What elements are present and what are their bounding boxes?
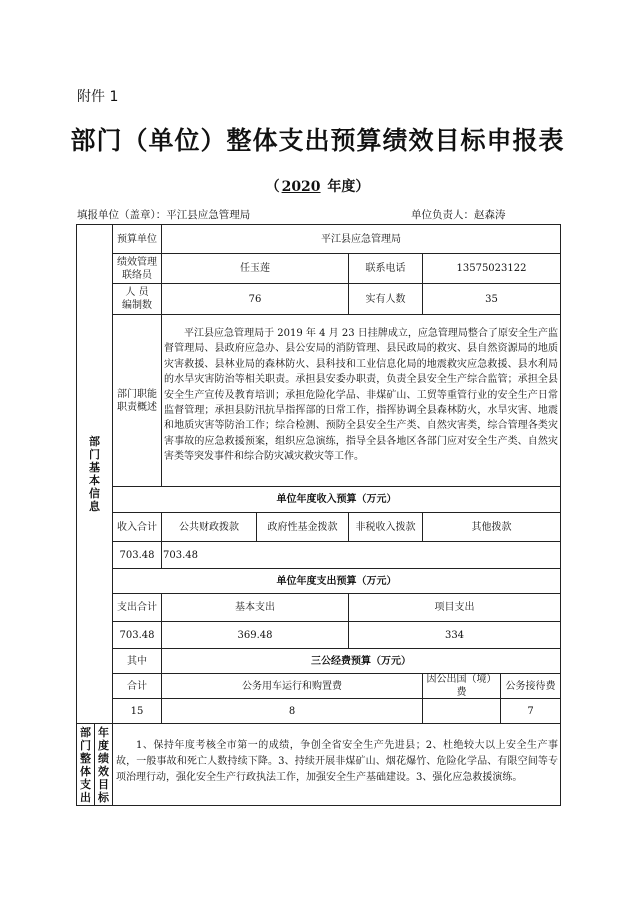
staff-label [113,284,161,314]
year-suffix: 年度） [322,179,370,195]
section-char: 息 [89,500,100,513]
section-char: 出 [80,790,91,804]
duty-label [113,315,161,486]
table-line [112,723,113,805]
reception-label: 公务接待费 [505,680,556,692]
abroad-label: 因公出国（境）费 [426,674,497,698]
income-header: 单位年度收入预算（万元） [276,494,397,505]
year-value: 2020 [281,179,321,195]
section-goal-right [95,724,112,805]
sangong-total-label: 合计 [127,680,147,692]
abroad-value [423,699,500,723]
contact-label-line: 联络员 [122,269,152,281]
car-value: 8 [288,705,296,717]
unit-head: 单位负责人：赵森涛 [411,209,506,221]
annual-goal-text: 1、保持年度考核全市第一的成绩，争创全省安全生产先进县；2、杜绝较大以上安全生产事故，一般事故和死亡人数持续下降。3、持续开展非煤矿山、烟花爆竹、危险化学品、有限空间等专项治理行动，强化安全生产行政执法工作，加强安全生产基础建设。3、强化应急救援演练。 [116,740,558,783]
page-title: 部门（单位）整体支出预算绩效目标申报表 [70,126,565,155]
section-goal-left [77,724,94,805]
staff-value: 76 [248,293,262,305]
nontax-label: 非税收入拨款 [355,521,416,533]
phone-value: 13575023122 [456,263,527,274]
gov-fund-label: 政府性基金拨款 [267,521,338,533]
duty-description: 平江县应急管理局于 2019 年 4 月 23 日挂牌成立，应急管理局整合了原安全生产监督管理局、县政府应急办、县公安局的消防管理、县民政局的救灾、县自然资源局的地质灾害救援、县林业局的森林防火、县科技和工业信息化局的地震救灾应急救援、县水利局的水旱灾害防治等相关职责。承担县安委办职责，负责全县安全生产综合监管；承担全县安全生产宣传及教育培训；承担危险化学品、非煤矿山、工贸等重管行业的安全生产日常监督管理；承担县防汛抗旱指挥部的日常工作，指挥协调全县森林防火，水旱灾害、地震和地质灾害等防治工作；综合检测、预防全县安全生产类、自然灾害类，综合管理各类灾害事故的应急救援预案，组织应急演练，指导全县各地区各部门应对安全生产类、自然灾害类等突发事件和综合防灾减灾救灾等工作。 [164,328,558,463]
contact-label [113,254,161,283]
duty-label-line: 部门职能 [117,388,157,400]
section-char: 整 [80,751,91,765]
section-char: 目 [98,777,109,791]
sangong-total-value: 15 [130,705,144,717]
section-char: 年 [98,725,109,739]
year-line [0,176,635,196]
section-char: 度 [98,738,109,752]
section-basic-info [77,225,112,723]
car-label: 公务用车运行和购置费 [242,680,342,692]
section-char: 本 [89,474,100,487]
section-char: 支 [80,777,91,791]
section-char: 门 [89,448,100,461]
section-char: 信 [89,487,100,500]
budget-table [76,224,561,806]
reception-value: 7 [527,705,534,717]
table-line [76,805,561,806]
duty-label-line: 职责概述 [117,401,157,413]
section-char: 效 [98,764,109,778]
phone-label: 联系电话 [365,263,406,274]
section-char: 标 [98,790,109,804]
actual-staff-label: 实有人数 [365,293,406,305]
filling-unit: 填报单位（盖章）：平江县应急管理局 [77,209,251,221]
section-char: 体 [80,764,91,778]
budget-unit-value: 平江县应急管理局 [321,233,401,245]
section-char: 绩 [98,751,109,765]
other-income-label: 其他拨款 [471,521,512,533]
staff-label-line: 编制数 [122,300,152,311]
section-char: 门 [80,738,91,752]
expense-total-label: 支出合计 [117,602,157,613]
basic-expense-label: 基本支出 [235,602,275,613]
expense-total-value: 703.48 [119,629,155,641]
basic-expense-value: 369.48 [237,629,273,641]
expense-header: 单位年度支出预算（万元） [276,575,397,587]
fiscal-value: 703.48 [163,549,198,561]
year-prefix: （ [265,179,280,195]
staff-label-line: 人 员 [125,287,149,298]
contact-value: 任玉莲 [240,263,270,274]
table-line [112,314,561,315]
section-char: 基 [89,461,100,474]
income-total-value: 703.48 [119,549,155,561]
among-label: 其中 [127,655,147,667]
project-expense-label: 项目支出 [434,602,475,613]
sangong-header: 三公经费预算（万元） [311,655,411,667]
section-char: 部 [80,725,91,739]
project-expense-value: 334 [444,629,465,641]
income-total-label: 收入合计 [117,521,157,533]
section-char: 部 [89,435,100,448]
budget-unit-label: 预算单位 [117,233,157,245]
actual-staff-value: 35 [485,293,498,305]
contact-label-line: 绩效管理 [117,256,157,268]
fiscal-label: 公共财政拨款 [179,521,239,533]
table-line [560,224,561,806]
table-line [76,723,561,724]
attachment-label: 附件 1 [77,89,119,105]
